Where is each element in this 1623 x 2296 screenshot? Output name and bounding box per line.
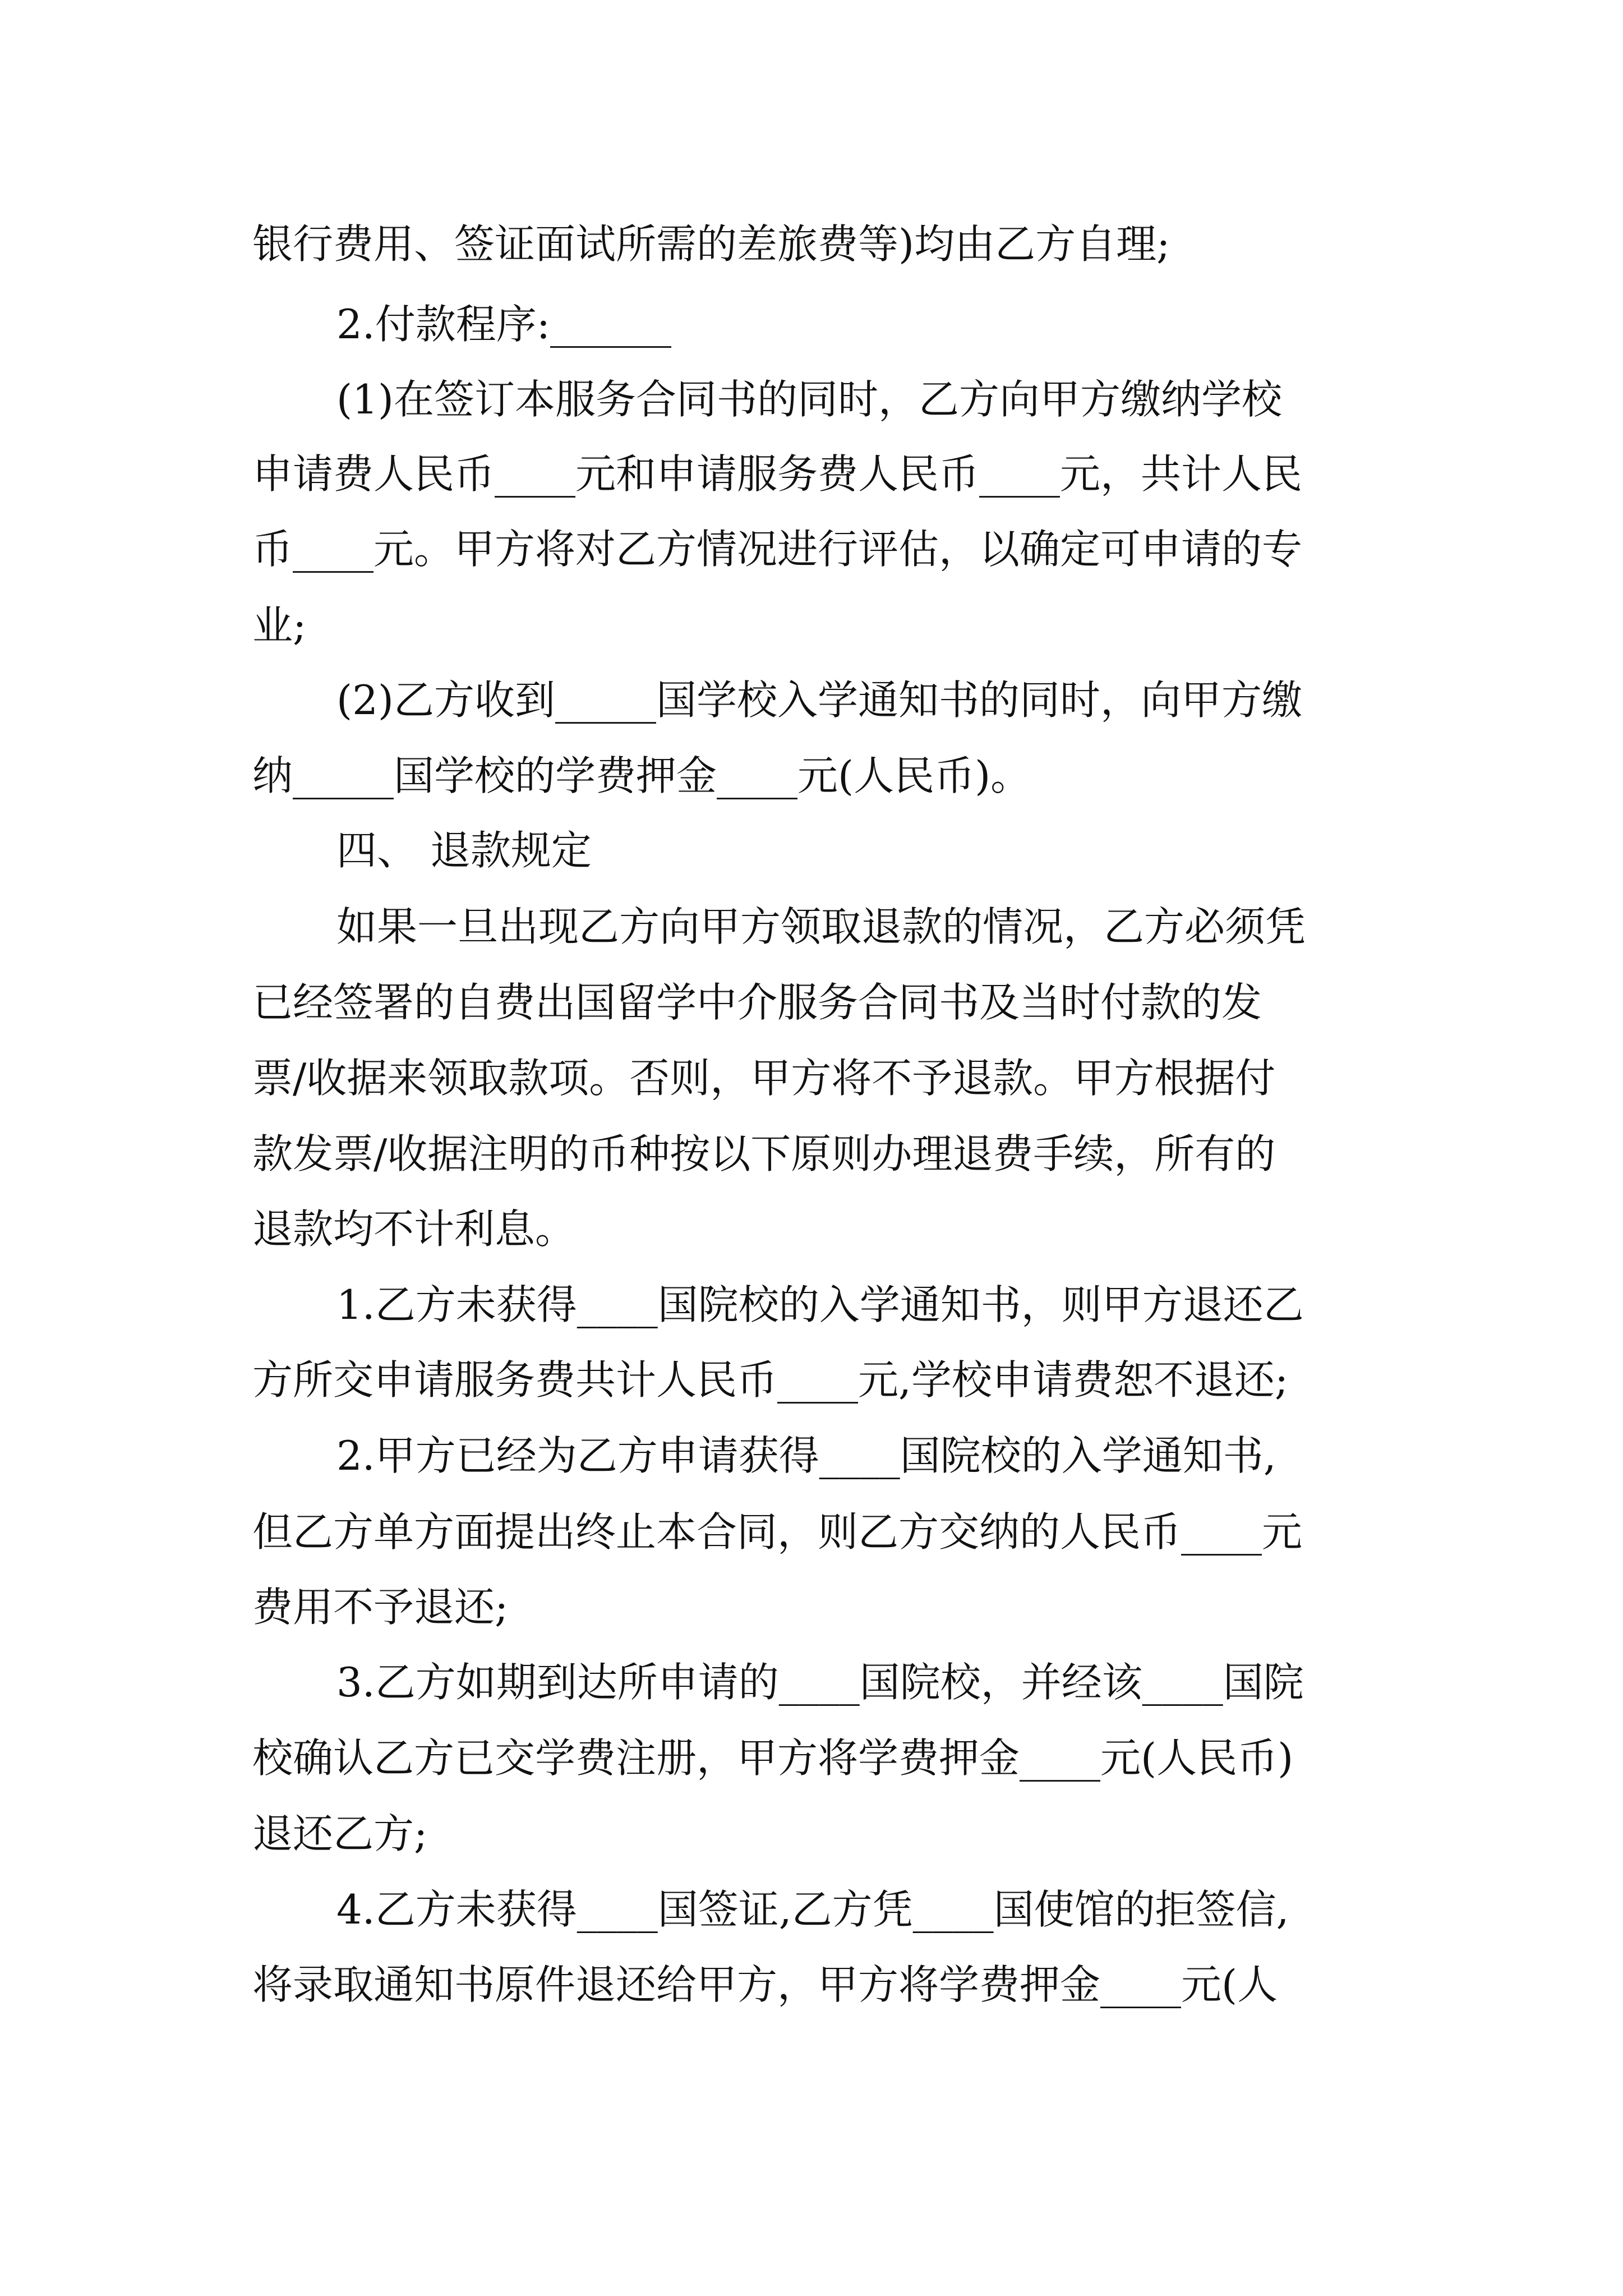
text-line: 已经签署的自费出国留学中介服务合同书及当时付款的发 (252, 979, 1262, 1026)
text-line: (2)乙方收到_____国学校入学通知书的同时，向甲方缴 (336, 677, 1302, 724)
text-line: 2.付款程序:______ (336, 301, 671, 348)
text-line: 业; (252, 602, 307, 649)
text-line: 申请费人民币____元和申请服务费人民币____元，共计人民 (252, 450, 1303, 498)
text-line: 2.甲方已经为乙方申请获得____国院校的入学通知书, (336, 1432, 1276, 1479)
text-line: 但乙方单方面提出终止本合同，则乙方交纳的人民币____元 (252, 1508, 1303, 1556)
text-line: 币____元。甲方将对乙方情况进行评估，以确定可申请的专 (252, 526, 1303, 573)
text-line: 校确认乙方已交学费注册，甲方将学费押金____元(人民币) (252, 1734, 1294, 1782)
text-line: 退还乙方; (252, 1810, 428, 1857)
text-line: 如果一旦出现乙方向甲方领取退款的情况，乙方必须凭 (336, 903, 1306, 950)
text-line: 4.乙方未获得____国签证,乙方凭____国使馆的拒签信, (336, 1886, 1289, 1933)
text-line: 纳_____国学校的学费押金____元(人民币)。 (252, 752, 1031, 799)
text-line: 退款均不计利息。 (252, 1205, 576, 1253)
text-line: 3.乙方如期到达所申请的____国院校，并经该____国院 (336, 1659, 1304, 1706)
text-line: 票/收据来领取款项。否则，甲方将不予退款。甲方根据付 (252, 1055, 1276, 1102)
section-heading: 四、 退款规定 (336, 827, 592, 874)
text-line: 银行费用、签证面试所需的差旅费等)均由乙方自理; (252, 220, 1170, 268)
text-line: (1)在签订本服务合同书的同时，乙方向甲方缴纳学校 (336, 376, 1282, 423)
text-line: 费用不予退还; (252, 1584, 509, 1631)
text-line: 1.乙方未获得____国院校的入学通知书，则甲方退还乙 (336, 1281, 1304, 1328)
text-line: 款发票/收据注明的币种按以下原则办理退费手续，所有的 (252, 1130, 1276, 1177)
text-line: 将录取通知书原件退还给甲方，甲方将学费押金____元(人 (252, 1961, 1278, 2008)
text-line: 方所交申请服务费共计人民币____元,学校申请费恕不退还; (252, 1356, 1289, 1404)
